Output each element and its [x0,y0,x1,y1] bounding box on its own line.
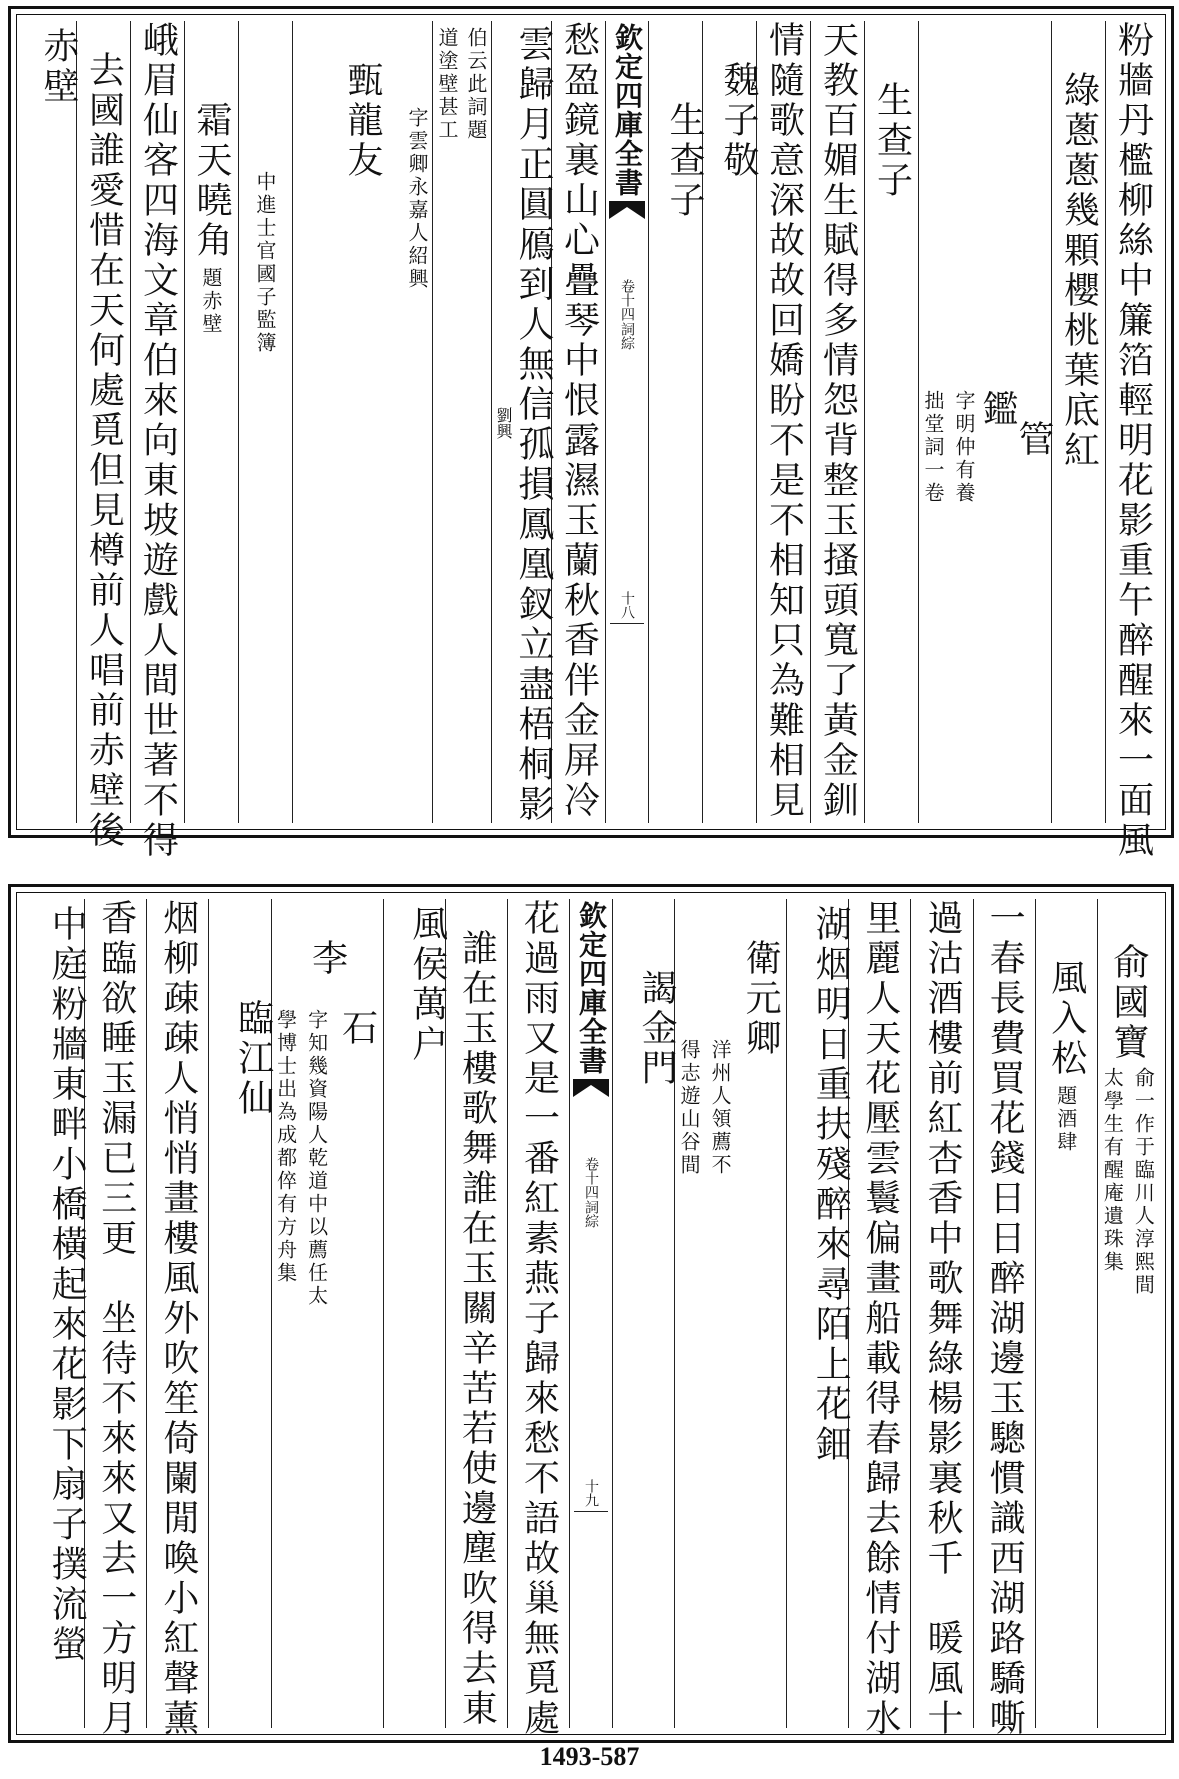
text-column: 風侯萬户 [383,899,445,1728]
text-column: 中庭粉牆東畔小橋橫起來花影下扇子撲流螢 [46,905,88,1665]
note-column: 伯云此詞題 道塗壁甚工 [432,21,491,823]
author-name-part: 鑑 [977,389,1018,430]
author-name: 李 [306,939,348,979]
author-note: 中進士官國子監簿 [253,171,277,355]
text-column: 愁盈鏡裏山心疊琴中恨露濕玉蘭秋香伴金屏冷 [551,21,605,823]
fishtail-mark-icon [573,1079,609,1097]
author-column: 魏子敬 [702,21,756,823]
text-column: 雲歸月正圓鴈到人無信孤損鳳凰釵立盡梧桐影 劉興 [491,21,551,823]
author-column [271,899,383,1728]
author-note: 太學生有醒庵遺珠集 [1100,1067,1125,1274]
text-column: 誰在玉樓歌舞誰在玉關辛苦若使邊塵吹得去東 [445,899,507,1728]
text-column: 過沽酒樓前紅杏香中歌舞綠楊影裏秋千 暖風十 [910,899,972,1728]
bottom-columns [23,899,1159,1739]
author-column [1097,899,1159,1728]
author-note: 拙堂詞一卷 [921,389,945,505]
author-note: 得志遊山谷間 [677,1039,702,1177]
page-number: 十八 [619,591,635,619]
author-note: 學博士出為成都倅有方舟集 [273,1009,298,1285]
author-note: 洋州人領薦不 [708,1039,733,1177]
text-column: 湖烟明日重扶殘醉來尋陌上花鈿 [786,899,848,1728]
fold-strip [569,899,612,1728]
text-column: 香臨欲睡玉漏已三更 坐待不來來又去一方明月 [84,899,146,1728]
title-column: 生查子 [648,21,702,823]
text-column: 去國誰愛惜在天何處覓但見樽前人唱前赤壁後 [76,21,130,823]
fold-divider [574,1511,608,1512]
top-page [8,6,1174,861]
title-column: 生查子 [864,21,918,823]
author-note: 俞一作于臨川人淳熙間 [1131,1067,1156,1297]
page-number: 十九 [583,1479,600,1507]
library-title: 欽定四庫全書 [611,23,644,197]
text-column: 里麗人天花壓雲鬟偏畫船載得春歸去餘情付湖水 [848,899,910,1728]
annotation-tail: 劉興 [494,407,513,439]
author-note: 字雲卿永嘉人紹興 [405,107,429,291]
title-column: 風入松 題酒肆 [1035,899,1097,1728]
text-column: 綠蔥蔥幾顆櫻桃葉底紅 [1051,21,1105,823]
text-column: 花過雨又是一番紅素燕子歸來愁不語故巢無覓處 [507,899,569,1728]
author-column [918,21,1054,823]
fishtail-mark-icon [609,201,645,219]
title-column: 臨江仙 [208,899,270,1728]
juan-label: 詞綜 卷十四 [583,1157,600,1228]
text-column: 一春長費買花錢日日醉湖邊玉驄慣識西湖路驕嘶 [973,899,1035,1728]
title-column: 謁金門 [612,899,674,1728]
title-note: 題酒肆 [1053,1085,1078,1154]
text-column: 赤壁 [38,27,79,107]
author-name: 俞國寶 [1107,943,1149,1063]
author-note: 字知幾資陽人乾道中以薦任太 [304,1009,329,1308]
top-columns [23,21,1159,861]
library-title: 欽定四庫全書 [575,901,609,1075]
title-note: 題赤壁 [199,267,223,336]
fold-strip [605,21,648,823]
fold-divider [610,623,644,624]
bottom-page [8,884,1174,1743]
text-column: 情隨歌意深故故回嬌盼不是不相知只為難相見 [756,21,810,823]
title-column: 霜天曉角 題赤壁 [184,21,238,823]
author-column [238,21,292,823]
page-footer-number: 1493-587 [539,1742,640,1771]
author-column [674,899,786,1728]
juan-label: 詞綜 卷十四 [619,279,635,350]
author-name: 管 [1013,420,1054,460]
author-name-part: 石 [336,1009,378,1049]
author-name: 衛元卿 [740,939,782,1059]
text-column: 天教百媚生賦得多情怨背整玉搔頭寬了黃金釧 [810,21,864,823]
text-column: 峨眉仙客四海文章伯來向東坡遊戲人間世著不得 [130,21,184,823]
text-column: 烟柳疎疎人悄悄畫樓風外吹笙倚闌閒喚小紅聲薰 [146,899,208,1728]
text-column: 粉牆丹檻柳絲中簾箔輕明花影重午醉醒來一面風 [1105,21,1159,823]
author-column [292,21,432,823]
author-note: 字明仲有養 [952,389,976,505]
author-name: 甄龍友 [342,61,383,181]
